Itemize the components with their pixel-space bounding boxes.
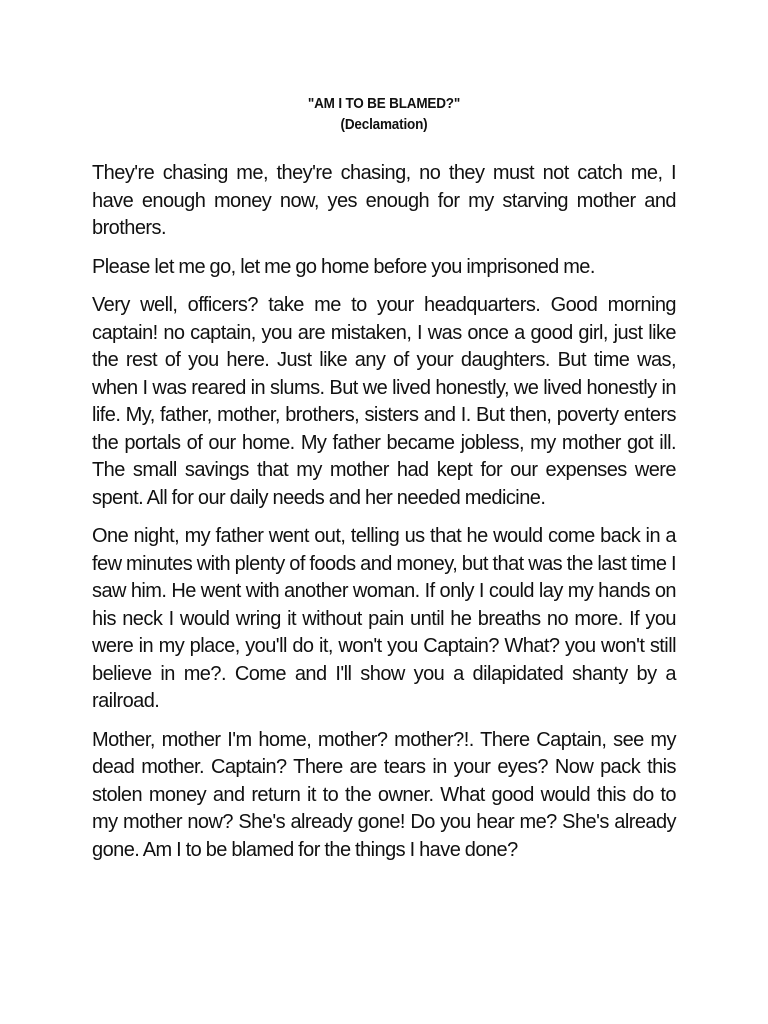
title-block <box>0 93 768 135</box>
paragraph-5: Mother, mother I'm home, mother? mother?!. There Captain, see my dead mother. Captain? There are tears in your eyes? Now pack this stolen money and return it to the owner. What good would this do to my mother now? She's already gone! Do you hear me? She's already gone. Am I to be blamed for the things I have done? <box>92 728 676 861</box>
paragraph-1: They're chasing me, they're chasing, no they must not catch me, I have enough money now, yes enough for my starving mother and brothers. <box>92 162 676 239</box>
document-body <box>92 160 676 875</box>
document-subtitle: (Declamation) <box>340 116 428 133</box>
paragraph-4: One night, my father went out, telling us that he would come back in a few minutes with plenty of foods and money, but that was the last time I saw him. He went with another woman. If only I could lay my hands on his neck I would wring it without pain until he breaths no more. If you were in my place, you'll do it, won't you Captain? What? you won't still believe in me?. Come and I'll show you a dilapidated shanty by a railroad. <box>92 525 676 712</box>
paragraph-3: Very well, officers? take me to your headquarters. Good morning captain! no captain, you are mistaken, I was once a good girl, just like the rest of you here. Just like any of your daughters. But time was, when I was reared in slums. But we lived honestly, we lived honestly in life. My, father, mother, brothers, sisters and I. But then, poverty enters the portals of our home. My father became jobless, my mother got ill. The small savings that my mother had kept for our expenses were spent. All for our daily needs and her needed medicine. <box>92 294 676 509</box>
document-title: "AM I TO BE BLAMED?" <box>307 95 461 112</box>
paragraph-2: Please let me go, let me go home before you imprisoned me. <box>92 255 595 278</box>
